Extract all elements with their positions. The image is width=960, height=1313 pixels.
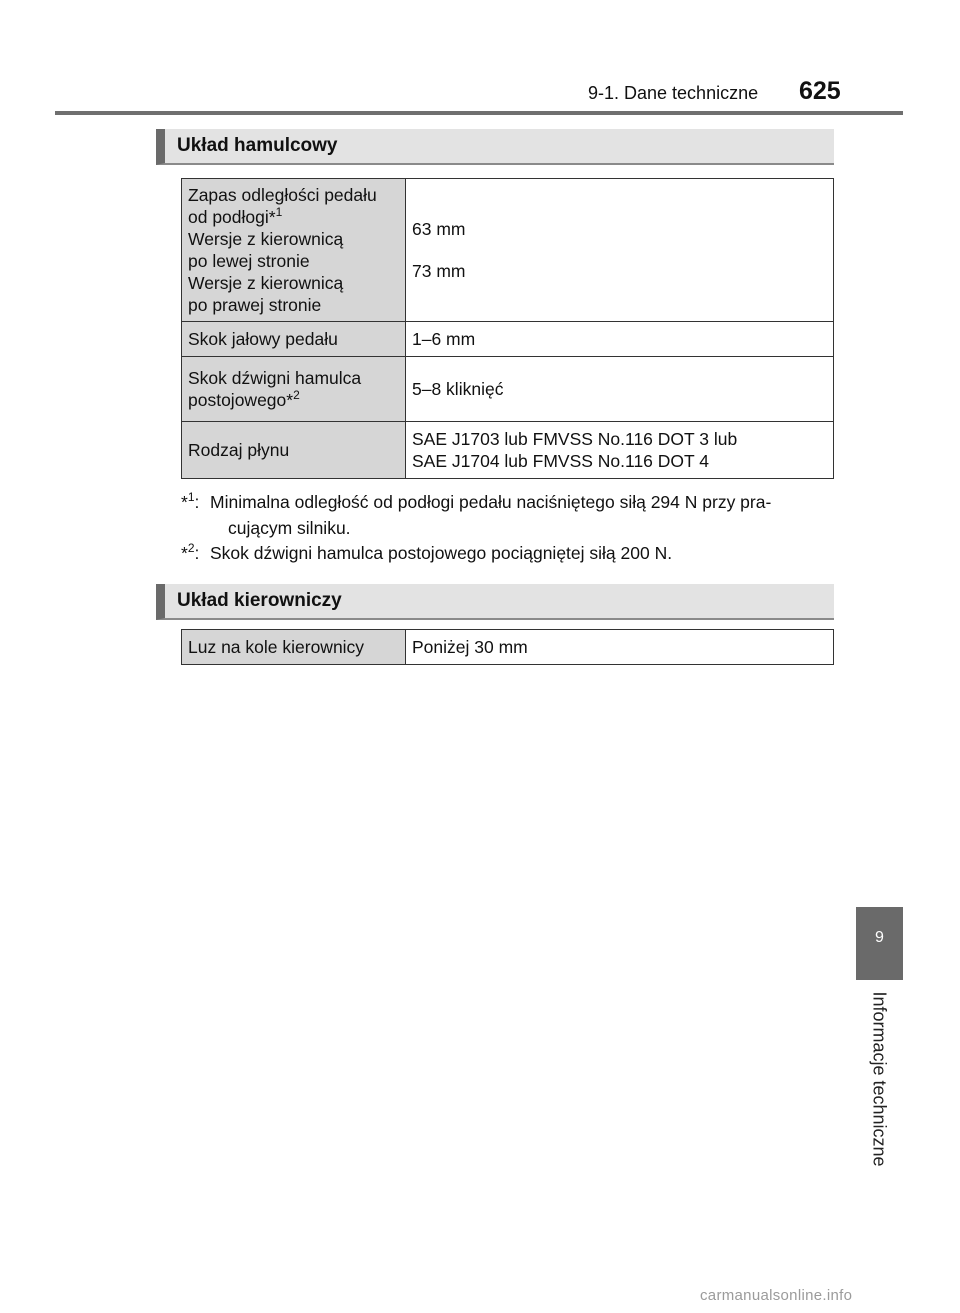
footnote-mark: *$^1$:	[181, 490, 200, 512]
watermark: carmanualsonline.info	[700, 1287, 853, 1304]
footnote-text: Skok dźwigni hamulca postojowego pociągniętej siłą 200 N.	[210, 543, 673, 563]
spec-value: 5–8 kliknięć	[406, 357, 834, 422]
spec-value: SAE J1703 lub FMVSS No.116 DOT 3 lub SAE J1704 lub FMVSS No.116 DOT 4	[406, 422, 834, 479]
table-row	[182, 357, 834, 422]
spec-label: Skok jałowy pedału	[182, 322, 406, 357]
header-divider	[55, 111, 903, 115]
table-row	[182, 179, 834, 322]
section-heading-brake-system	[156, 129, 834, 165]
table-row	[182, 322, 834, 357]
table-row	[182, 630, 834, 665]
footnote-text: Minimalna odległość od podłogi pedału naciśniętego siłą 294 N przy pra- cującym silniku.	[210, 492, 772, 538]
section-heading-steering-system	[156, 584, 834, 620]
footnote-2	[181, 540, 834, 566]
spec-value: Poniżej 30 mm	[406, 630, 834, 665]
page-number: 625	[799, 77, 841, 105]
brake-spec-table	[181, 178, 834, 479]
steering-spec-table	[181, 629, 834, 665]
chapter-label-text: Informacje techniczne	[869, 991, 890, 1167]
footnote-mark: *$^2$:	[181, 541, 200, 563]
footnote-1	[181, 489, 834, 541]
spec-label: Rodzaj płynu	[182, 422, 406, 479]
running-header-section: 9-1. Dane techniczne	[588, 83, 759, 103]
spec-value: 1–6 mm	[406, 322, 834, 357]
spec-value: 63 mm 73 mm	[406, 179, 834, 322]
spec-label: Zapas odległości pedału od podłogi*$^1$ Wersje z kierownicą po lewej stronie Wersje z kierownicą po prawej stronie	[182, 179, 406, 322]
spec-label: Skok dźwigni hamulca postojowego*$^2$	[182, 357, 406, 422]
section-title: Układ kierowniczy	[177, 590, 342, 611]
table-row	[182, 422, 834, 479]
chapter-tab	[856, 907, 903, 980]
section-title: Układ hamulcowy	[177, 135, 338, 156]
chapter-number: 9	[875, 929, 884, 946]
spec-label: Luz na kole kierownicy	[182, 630, 406, 665]
